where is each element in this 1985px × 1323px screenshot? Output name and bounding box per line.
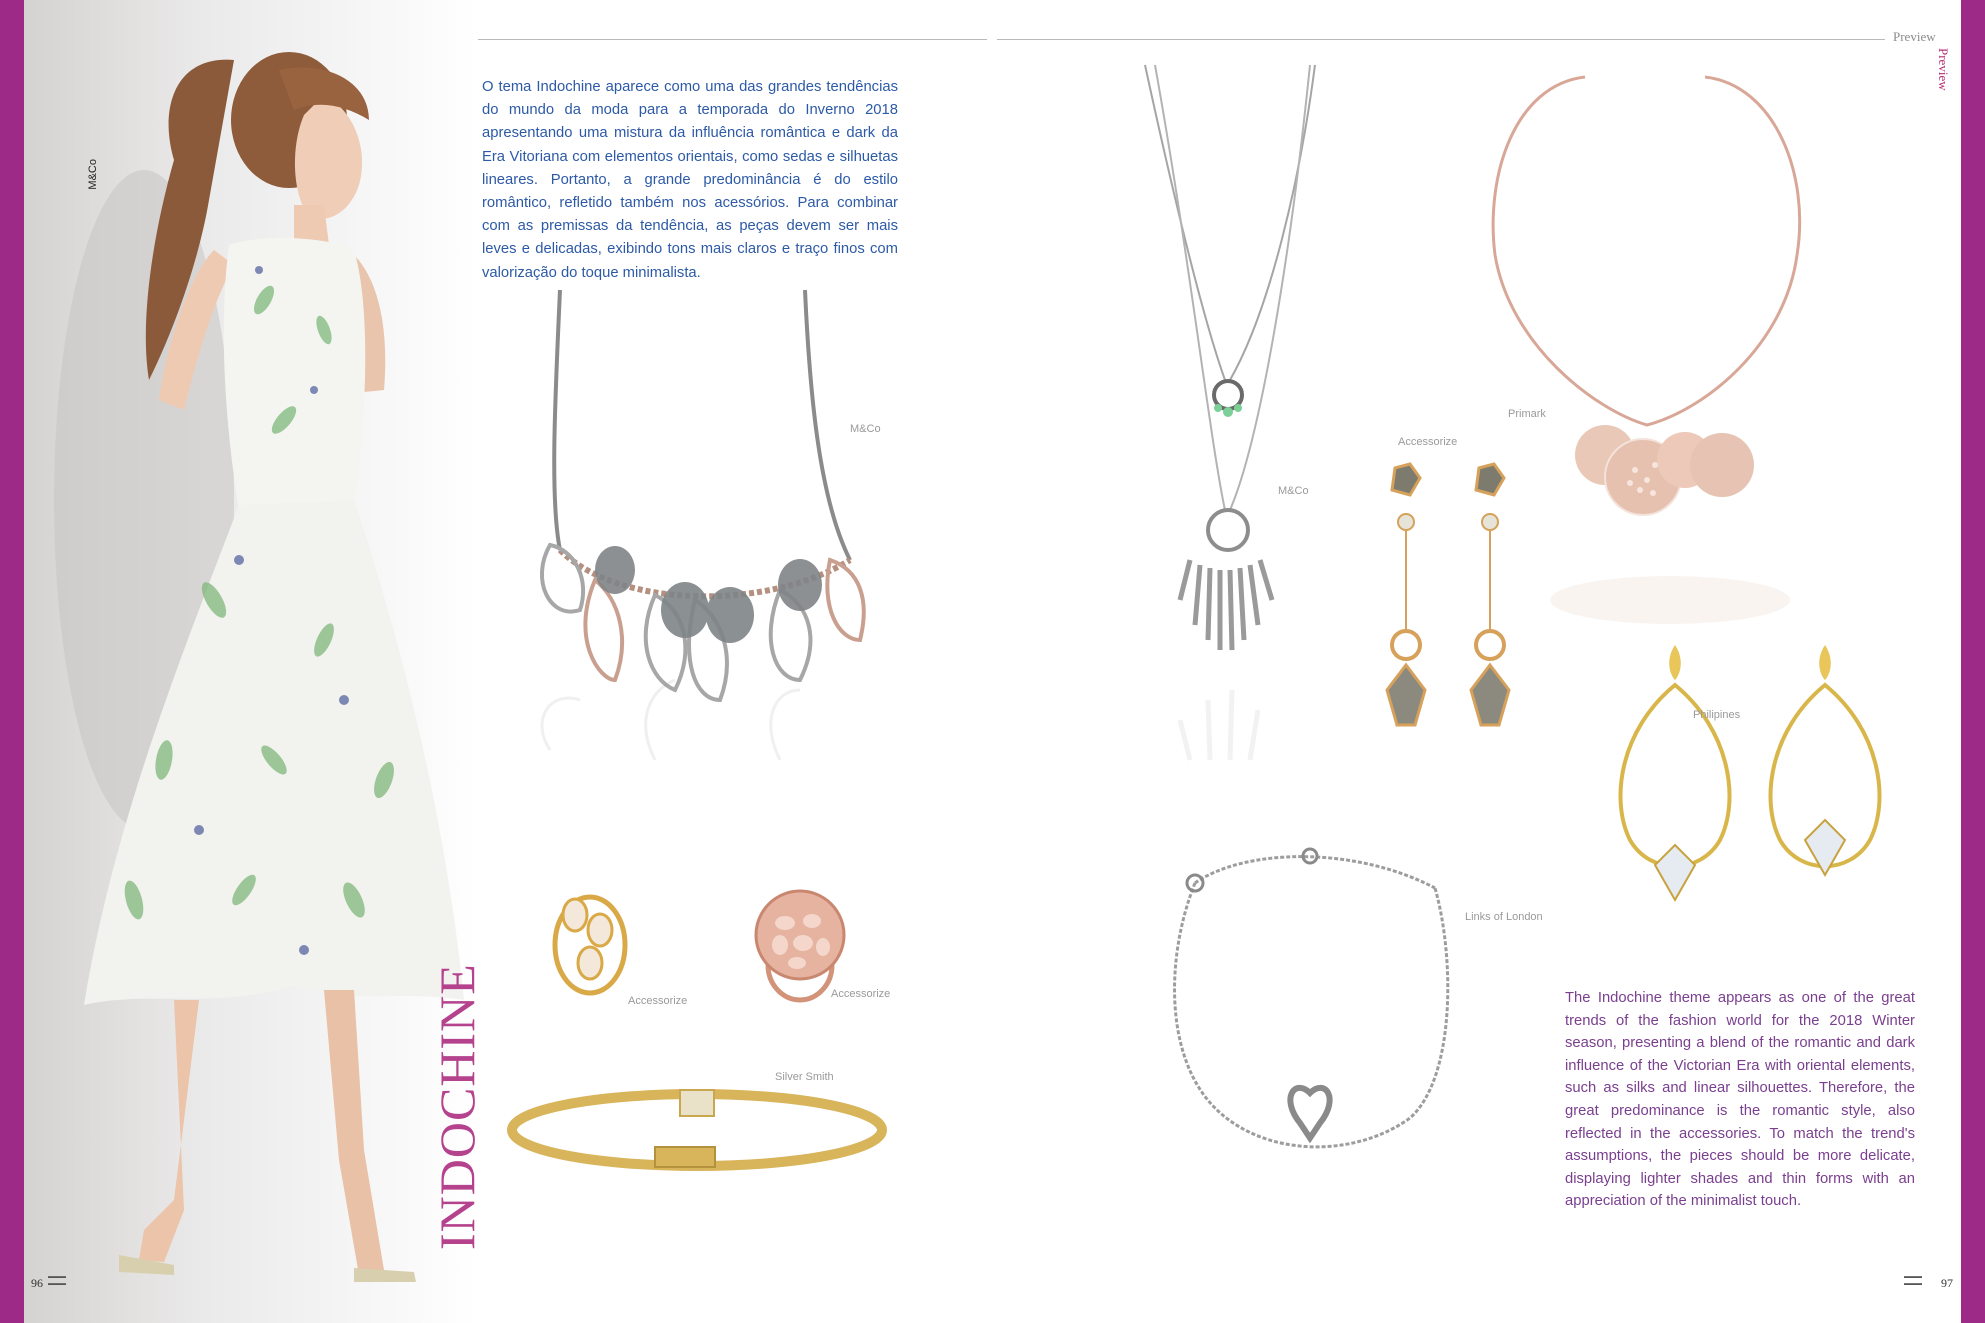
model-photo [24, 0, 478, 1323]
brand-label-earrings-gold: Philipines [1693, 709, 1741, 721]
magazine-logo-right: ▬▬▬ ▬▬▬ [1904, 1274, 1922, 1287]
left-edge-bar [0, 0, 24, 1323]
side-tab-right: Preview [1936, 48, 1951, 91]
running-rule-right [997, 39, 1885, 40]
running-head-right: Preview [1893, 29, 1936, 44]
magazine-logo-left: ▬▬▬ ▬▬▬ [48, 1274, 66, 1287]
page-number-right: 97 [1941, 1276, 1953, 1290]
product-ring-rose [745, 885, 855, 1005]
brand-label-earrings-drop: Accessorize [1398, 436, 1458, 448]
photo-credit: M&Co [87, 159, 99, 190]
product-necklace-statement [520, 280, 900, 820]
product-bangle-gold [505, 1085, 890, 1185]
page-number-left: 96 [31, 1276, 43, 1290]
brand-label-necklace-layered: M&Co [1278, 485, 1309, 497]
product-ring-gold [545, 885, 635, 1005]
brand-label-ring-gold: Accessorize [628, 995, 688, 1007]
product-earrings-gold [1600, 640, 1890, 910]
brand-label-necklace-left: M&Co [850, 423, 881, 435]
product-choker [1475, 65, 1820, 535]
brand-label-ring-rose: Accessorize [831, 988, 891, 1000]
theme-title: INDOCHINE [429, 963, 485, 1250]
right-edge-bar [1961, 0, 1985, 1323]
brand-label-choker: Primark [1508, 408, 1546, 420]
brand-label-bangle: Silver Smith [775, 1071, 834, 1083]
product-bracelet [1155, 838, 1475, 1168]
brand-label-bracelet: Links of London [1465, 911, 1543, 923]
product-necklace-layered [1140, 60, 1340, 780]
body-text-english: The Indochine theme appears as one of the great trends of the fashion world for the 2018 Winter season, presenting a blend of the romantic and dark influence of the Victorian Era with oriental elements, such as silks and linear silhouettes. Therefore, the great predominance is the romantic style, also reflected in the accessories. To match the trend's assumptions, the pieces should be more delicate, displaying lighter shades and thin forms with an appreciation of the minimalist touch. [1565, 990, 1915, 1210]
body-text-portuguese: O tema Indochine aparece como uma das grandes tendências do mundo da moda para a temporada do Inverno 2018 apresentando uma mistura da influência romântica e dark da Era Vitoriana com elementos orientais, como sedas e silhuetas lineares. Portanto, a grande predominância é do estilo romântico, refletido também nos acessórios. Para combinar com as premissas da tendência, as peças devem ser mais leves e delicadas, exibindo tons mais claros e traço finos com valorização do toque minimalista. [482, 79, 898, 281]
